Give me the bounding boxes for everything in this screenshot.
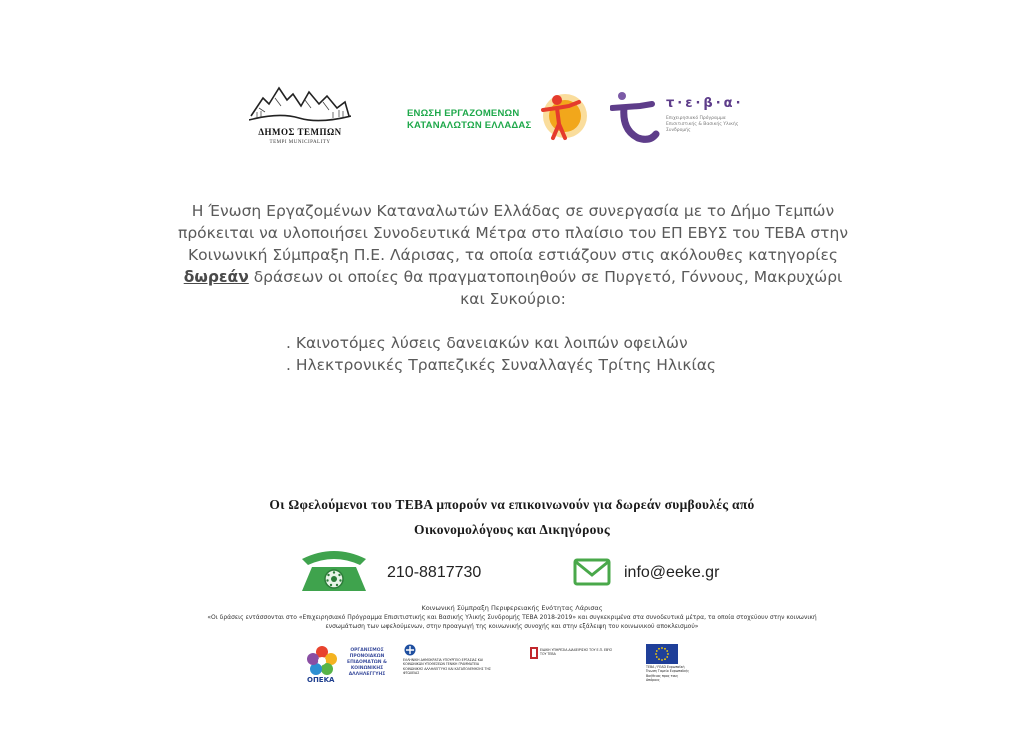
eeke-figure-icon bbox=[535, 90, 587, 142]
teva-logo bbox=[610, 88, 750, 148]
contact-heading bbox=[180, 492, 844, 542]
intro-paragraph bbox=[170, 200, 856, 310]
partnership-title: Κοινωνική Σύμπραξη Περιφερειακής Ενότητας Λάρισας bbox=[421, 604, 603, 612]
contact-heading-line2: Οικονομολόγους και Δικηγόρους bbox=[414, 522, 610, 537]
teva-name: τ·ε·β·α· bbox=[666, 96, 744, 111]
list-item: . Ηλεκτρονικές Τραπεζικές Συναλλαγές Τρίτης Ηλικίας bbox=[286, 356, 717, 374]
managing-authority-logo bbox=[530, 644, 616, 688]
opeka-name: ΟΠΕΚΑ bbox=[307, 676, 335, 684]
greek-emblem-icon bbox=[404, 644, 416, 656]
eeke-name-line1: ΕΝΩΣΗ ΕΡΓΑΖΟΜΕΝΩΝ bbox=[407, 108, 520, 119]
phone-number[interactable]: 210-8817730 bbox=[387, 564, 482, 581]
list-item: . Καινοτόμες λύσεις δανειακών και λοιπών οφειλών bbox=[286, 334, 688, 352]
municipality-name: ΔΗΜΟΣ ΤΕΜΠΩΝ bbox=[258, 127, 342, 137]
free-word: δωρεάν bbox=[183, 268, 249, 286]
eu-text: ΤΕΒΑ / FEAD Ευρωπαϊκή Ένωση Ταμείο Ευρωπαϊκής Βοήθειας προς τους Απόρους bbox=[646, 665, 690, 683]
opeka-text: ΟΡΓΑΝΙΣΜΟΣ ΠΡΟΝΟΙΑΚΩΝ ΕΠΙΔΟΜΑΤΩΝ & ΚΟΙΝΩΝΙΚΗΣ ΑΛΛΗΛΕΓΓΥΗΣ bbox=[347, 648, 387, 677]
rotary-phone-icon bbox=[296, 545, 372, 599]
intro-text-end: δράσεων οι οποίες θα πραγματοποιηθούν σε Πυργετό, Γόννους, Μακρυχώρι και Συκούριο: bbox=[248, 268, 843, 308]
intro-text-start: Η Ένωση Εργαζομένων Καταναλωτών Ελλάδας σε συνεργασία με το Δήμο Τεμπών πρόκειται να υλοποιήσει Συνοδευτικά Μέτρα στο πλαίσιο του ΕΠ ΕΒΥΣ του ΤΕΒΑ στην Κοινωνική Σύμπραξη Π.Ε. Λάρισας, τα οποία εστιάζουν στις ακόλουθες κατηγορίες bbox=[178, 202, 848, 264]
teva-subtitle: Επιχειρησιακό Πρόγραμμα Επισιτιστικής & Βασικής Υλικής Συνδρομής bbox=[666, 116, 739, 133]
action-list bbox=[286, 332, 716, 376]
envelope-icon bbox=[573, 557, 611, 591]
partnership-description: «Οι δράσεις εντάσσονται στο «Επιχειρησιακό Πρόγραμμα Επισιτιστικής και Βασικής Υλικής Συνδρομής ΤΕΒΑ 2018-2019» και συγκεκριμένα στα συνοδευτικά μέτρα, τα οποία στοχεύουν στην κοινωνική ενσωμάτωση των ωφελούμενων, στην προαγωγή της κοινωνικής συνοχής και στην εξάλειψη του κοινωνικού αποκλεισμού» bbox=[207, 614, 817, 630]
eu-logo bbox=[646, 644, 692, 688]
opeka-logo bbox=[305, 644, 395, 688]
eeke-logo bbox=[405, 90, 590, 146]
teva-t-icon bbox=[610, 88, 662, 148]
managing-authority-text: ΕΙΔΙΚΗ ΥΠΗΡΕΣΙΑ ΔΙΑΧΕΙΡΙΣΗΣ ΤΟΥ Ε.Π. ΕΒΥΣ ΤΟΥ ΤΕΒΑ bbox=[540, 648, 613, 657]
greek-ministry-text: ΕΛΛΗΝΙΚΗ ΔΗΜΟΚΡΑΤΙΑ ΥΠΟΥΡΓΕΙΟ ΕΡΓΑΣΙΑΣ ΚΑΙ ΚΟΙΝΩΝΙΚΩΝ ΥΠΟΘΕΣΕΩΝ ΓΕΝΙΚΗ ΓΡΑΜΜΑΤΕΙΑ ΚΟΙΝΩΝΙΚΗΣ ΑΛΛΗΛΕΓΓΥΗΣ ΚΑΙ ΚΑΤΑΠΟΛΕΜΗΣΗΣ ΤΗΣ ΦΤΩΧΕΙΑΣ bbox=[403, 658, 491, 676]
greek-ministry-logo bbox=[403, 644, 499, 688]
email-address[interactable]: info@eeke.gr bbox=[624, 564, 720, 581]
tempi-municipality-logo bbox=[248, 82, 352, 152]
managing-authority-icon bbox=[530, 647, 538, 659]
municipality-latin: TEMPI MUNICIPALITY bbox=[269, 140, 331, 145]
mountains-icon bbox=[249, 82, 351, 126]
opeka-flower-icon bbox=[305, 644, 339, 676]
eeke-name-line2: ΚΑΤΑΝΑΛΩΤΩΝ ΕΛΛΑΔΑΣ bbox=[407, 120, 532, 131]
contact-heading-line1: Οι Ωφελούμενοι του ΤΕΒΑ μπορούν να επικοινωνούν για δωρεάν συμβουλές από bbox=[269, 497, 755, 512]
eu-flag-icon bbox=[646, 644, 678, 664]
